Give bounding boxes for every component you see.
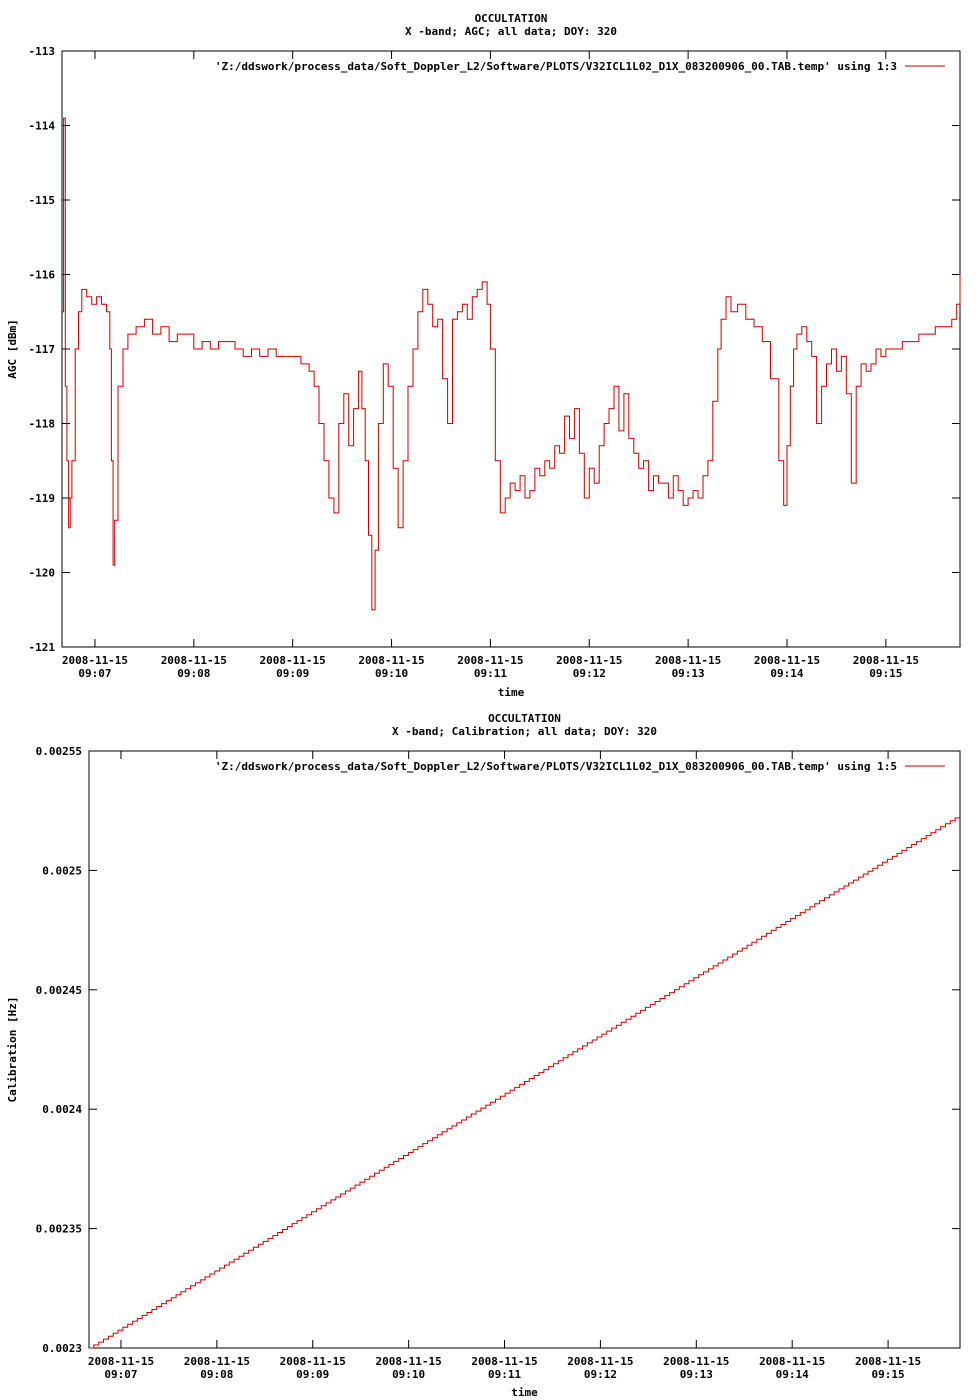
x-tick-time: 09:08	[200, 1368, 234, 1381]
x-tick-date: 2008-11-15	[279, 1355, 346, 1368]
x-tick-date: 2008-11-15	[87, 1355, 155, 1368]
y-tick-label: -115	[28, 194, 55, 207]
x-tick-date: 2008-11-15	[854, 1355, 922, 1368]
y-axis-label: Calibration [Hz]	[6, 996, 19, 1103]
y-tick-label: -121	[28, 641, 55, 654]
y-axis-label: AGC [dBm]	[6, 319, 19, 379]
x-tick-date: 2008-11-15	[358, 654, 425, 667]
x-tick-date: 2008-11-15	[655, 654, 722, 667]
x-tick-date: 2008-11-15	[567, 1355, 634, 1368]
chart-1	[6, 12, 960, 699]
chart-title: OCCULTATION	[474, 12, 548, 25]
x-tick-date: 2008-11-15	[375, 1355, 442, 1368]
x-tick-time: 09:14	[770, 667, 804, 680]
x-tick-date: 2008-11-15	[556, 654, 623, 667]
x-tick-time: 09:07	[104, 1368, 138, 1381]
series-line	[62, 118, 960, 610]
x-tick-time: 09:08	[177, 667, 211, 680]
plot-frame	[89, 751, 960, 1348]
y-tick-label: -116	[28, 268, 55, 282]
x-tick-time: 09:07	[78, 667, 112, 680]
x-tick-time: 09:15	[869, 667, 903, 680]
x-tick-date: 2008-11-15	[457, 654, 524, 667]
chart-2	[6, 712, 960, 1399]
y-tick-label: -117	[28, 343, 55, 356]
y-tick-label: 0.0025	[42, 864, 82, 878]
x-tick-date: 2008-11-15	[471, 1355, 538, 1368]
y-tick-label: 0.00245	[35, 983, 82, 997]
x-axis-label: time	[497, 686, 525, 699]
chart-subtitle: X -band; Calibration; all data; DOY: 320	[392, 725, 657, 738]
x-tick-date: 2008-11-15	[61, 654, 129, 667]
series-line	[89, 818, 960, 1348]
x-tick-time: 09:10	[374, 667, 409, 680]
y-tick-label: -114	[28, 119, 55, 133]
x-tick-date: 2008-11-15	[663, 1355, 730, 1368]
y-tick-label: -119	[28, 492, 55, 505]
x-tick-time: 09:11	[487, 1368, 522, 1381]
x-tick-time: 09:11	[473, 667, 507, 680]
x-tick-time: 09:14	[775, 1368, 809, 1381]
y-tick-label: 0.0024	[42, 1103, 82, 1117]
x-tick-time: 09:12	[583, 1368, 617, 1381]
x-tick-date: 2008-11-15	[753, 654, 821, 667]
x-tick-time: 09:15	[871, 1368, 905, 1381]
chart-subtitle: X -band; AGC; all data; DOY: 320	[405, 25, 617, 38]
x-tick-time: 09:12	[572, 667, 606, 680]
x-tick-date: 2008-11-15	[852, 654, 919, 667]
y-tick-label: -120	[28, 566, 55, 580]
y-tick-label: 0.00235	[35, 1222, 82, 1236]
y-tick-label: -113	[28, 45, 55, 58]
y-tick-label: -118	[28, 417, 55, 431]
x-tick-time: 09:10	[392, 1368, 426, 1381]
legend-label: 'Z:/ddswork/process_data/Soft_Doppler_L2/Software/PLOTS/V32ICL1L02_D1X_083200906_00.TAB.temp' using 1:5	[214, 760, 897, 773]
x-tick-date: 2008-11-15	[259, 654, 326, 667]
x-axis-label: time	[511, 1386, 538, 1399]
y-tick-label: 0.0023	[42, 1342, 82, 1355]
y-tick-label: 0.00255	[35, 745, 82, 758]
x-tick-date: 2008-11-15	[183, 1355, 250, 1368]
x-tick-time: 09:09	[276, 667, 310, 680]
x-tick-time: 09:13	[671, 667, 705, 680]
x-tick-time: 09:13	[679, 1368, 713, 1381]
x-tick-date: 2008-11-15	[160, 654, 227, 667]
x-tick-date: 2008-11-15	[759, 1355, 826, 1368]
x-tick-time: 09:09	[296, 1368, 330, 1381]
legend-label: 'Z:/ddswork/process_data/Soft_Doppler_L2/Software/PLOTS/V32ICL1L02_D1X_083200906_00.TAB.temp' using 1:3	[214, 60, 897, 73]
chart-title: OCCULTATION	[488, 712, 561, 725]
